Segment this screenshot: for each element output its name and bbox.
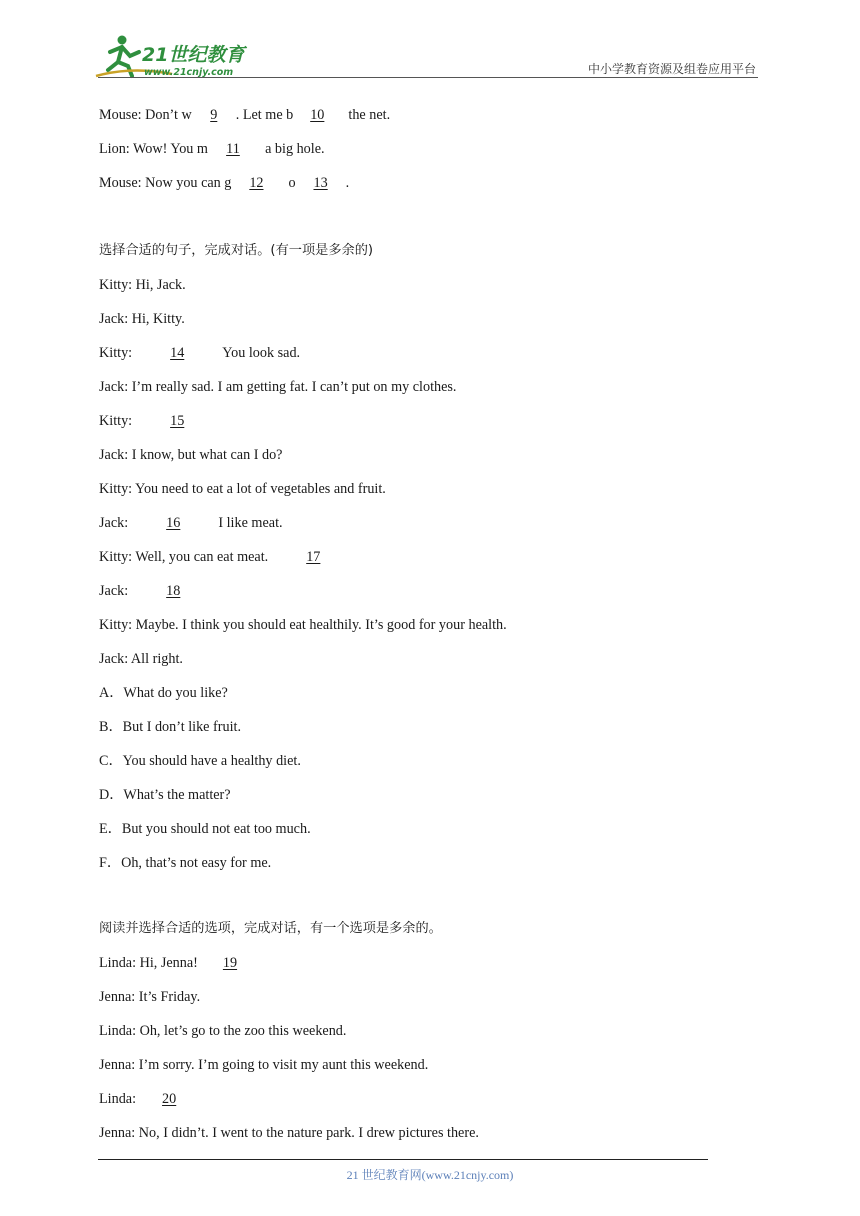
header-divider	[98, 77, 758, 78]
dialogue-line: Kitty: 15	[99, 412, 215, 430]
dialogue-line: Mouse: Now you can g 12 o 13 .	[99, 175, 350, 191]
dialogue-line: Kitty: Maybe. I think you should eat healthily. It’s good for your health.	[99, 617, 507, 633]
section-instruction: 阅读并选择合适的选项，完成对话，有一个选项是多余的。	[99, 921, 442, 936]
blank-11: 11	[226, 141, 240, 157]
dialogue-line: Jenna: I’m sorry. I’m going to visit my aunt this weekend.	[99, 1057, 429, 1073]
option-c: C．You should have a healthy diet.	[99, 753, 301, 769]
dialogue-line: Jack: I know, but what can I do?	[99, 447, 283, 463]
blank-12: 12	[249, 175, 264, 191]
footer-link[interactable]: 21 世纪教育网(www.21cnjy.com)	[346, 1168, 514, 1182]
dialogue-line: Jack: All right.	[99, 651, 183, 667]
blank-9: 9	[210, 107, 218, 123]
dialogue-line: Jenna: No, I didn’t. I went to the nature park. I drew pictures there.	[99, 1125, 479, 1141]
logo-url: www.21cnjy.com	[144, 67, 234, 78]
blank-18: 18	[166, 583, 181, 599]
blank-13: 13	[313, 175, 328, 191]
blank-15: 15	[170, 413, 185, 429]
footer-divider	[98, 1159, 708, 1160]
blank-14: 14	[170, 345, 185, 361]
blank-20: 20	[162, 1091, 177, 1107]
blank-16: 16	[166, 515, 181, 531]
dialogue-line: Kitty: Hi, Jack.	[99, 277, 186, 293]
dialogue-line: Jack: 16 I like meat.	[99, 515, 283, 531]
dialogue-line: Kitty: 14 You look sad.	[99, 345, 301, 361]
option-d: D．What’s the matter?	[99, 787, 231, 803]
dialogue-line: Linda: Oh, let’s go to the zoo this weekend.	[99, 1023, 347, 1039]
option-f: F．Oh, that’s not easy for me.	[99, 855, 272, 871]
option-b: B．But I don’t like fruit.	[99, 719, 241, 735]
platform-name: 中小学教育资源及组卷应用平台	[587, 62, 756, 76]
dialogue-line: Mouse: Don’t w 9 . Let me b 10 the net.	[99, 107, 391, 123]
dialogue-line: Jack: I’m really sad. I am getting fat. I can’t put on my clothes.	[99, 379, 457, 395]
site-logo	[92, 30, 262, 82]
dialogue-line: Linda: 20	[99, 1090, 195, 1108]
logo-text: 21世纪教育	[142, 44, 245, 66]
section-instruction: 选择合适的句子，完成对话。(有一项是多余的)	[99, 243, 374, 258]
dialogue-line: Jack: 18	[99, 582, 211, 600]
dialogue-line: Lion: Wow! You m 11 a big hole.	[99, 141, 325, 157]
dialogue-line: Jenna: It’s Friday.	[99, 989, 201, 1005]
dialogue-line: Kitty: You need to eat a lot of vegetables and fruit.	[99, 481, 386, 497]
option-a: A．What do you like?	[99, 685, 228, 701]
blank-17: 17	[306, 549, 321, 565]
option-e: E．But you should not eat too much.	[99, 821, 311, 837]
dialogue-line: Kitty: Well, you can eat meat. 17	[99, 548, 351, 566]
blank-10: 10	[310, 107, 325, 123]
blank-19: 19	[222, 955, 238, 971]
dialogue-line: Linda: Hi, Jenna! 19	[99, 954, 255, 972]
dialogue-line: Jack: Hi, Kitty.	[99, 311, 185, 327]
